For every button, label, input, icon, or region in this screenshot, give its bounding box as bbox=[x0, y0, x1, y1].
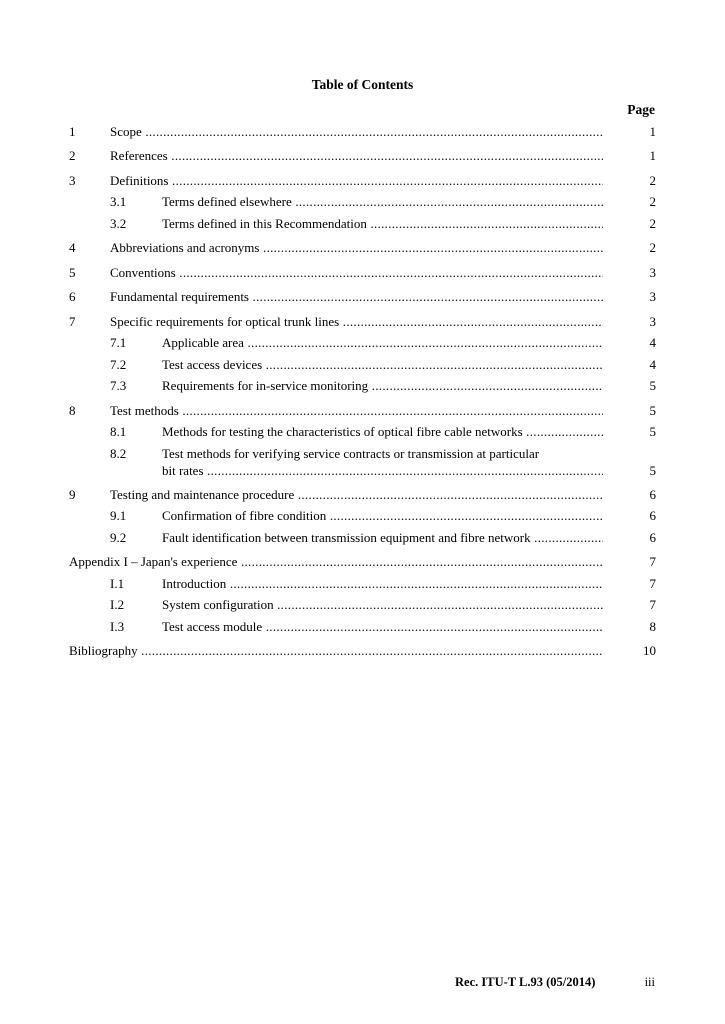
toc-entry[interactable] bbox=[69, 446, 656, 484]
toc-entry-page: 2 bbox=[649, 194, 656, 210]
toc-entry[interactable] bbox=[69, 148, 656, 170]
page-column-header: Page bbox=[627, 102, 655, 117]
toc-entry[interactable] bbox=[69, 403, 656, 425]
toc-entry-title: Specific requirements for optical trunk lines ..... bbox=[110, 314, 603, 330]
toc-entry[interactable] bbox=[69, 378, 656, 400]
toc-entry-title: Test access devices ..... bbox=[162, 357, 603, 373]
toc-entry-title: System configuration ..... bbox=[162, 597, 603, 613]
toc-entry-number: 4 bbox=[69, 240, 76, 256]
toc-entry-title: Scope ..... bbox=[110, 124, 603, 140]
toc-entry[interactable] bbox=[69, 508, 656, 530]
toc-entry[interactable] bbox=[69, 643, 656, 665]
toc-entry-title: Appendix I – Japan's experience ..... bbox=[69, 554, 603, 570]
toc-entry-title: Requirements for in-service monitoring ..... bbox=[162, 378, 603, 394]
toc-entry-title: Abbreviations and acronyms ..... bbox=[110, 240, 603, 256]
toc-entry-number: 7.3 bbox=[110, 378, 127, 394]
toc-entry-number: 3.1 bbox=[110, 194, 127, 210]
toc-entry-page: 10 bbox=[643, 643, 656, 659]
toc-entry-number: 1 bbox=[69, 124, 76, 139]
toc-entry[interactable] bbox=[69, 240, 656, 262]
toc-entry-title: Methods for testing the characteristics of optical fibre cable networks ..... bbox=[162, 424, 603, 440]
toc-entry-number: 7.1 bbox=[110, 335, 127, 351]
toc-entry-page: 2 bbox=[649, 172, 656, 188]
toc-entry-page: 5 bbox=[649, 424, 656, 440]
toc-entry-title-continued: bit rates ..... bbox=[162, 463, 603, 479]
toc-entry[interactable] bbox=[69, 289, 656, 311]
toc-entry-page: 7 bbox=[649, 597, 656, 613]
toc-entry[interactable] bbox=[69, 357, 656, 379]
toc-entry-title: Terms defined in this Recommendation ..... bbox=[162, 216, 603, 232]
toc-entry-page: 2 bbox=[649, 215, 656, 231]
toc-entry-title: Test methods ..... bbox=[110, 403, 603, 419]
toc-entry[interactable] bbox=[69, 335, 656, 357]
toc-entry-number: I.1 bbox=[110, 575, 125, 591]
toc-entry[interactable] bbox=[69, 124, 656, 146]
toc-entry-number: 9 bbox=[69, 486, 76, 502]
toc-entry-number: 7 bbox=[69, 313, 76, 329]
toc-entry[interactable] bbox=[69, 597, 656, 619]
table-of-contents bbox=[69, 124, 656, 665]
toc-entry-number: 7.2 bbox=[110, 356, 127, 372]
toc-entry-number: 8.2 bbox=[110, 445, 127, 461]
toc-entry[interactable] bbox=[69, 216, 656, 238]
toc-entry-page: 5 bbox=[649, 402, 656, 418]
page-folio: iii bbox=[644, 975, 655, 989]
toc-entry[interactable] bbox=[69, 265, 656, 287]
toc-entry-number: 6 bbox=[69, 289, 76, 305]
toc-entry-page: 6 bbox=[649, 486, 656, 502]
toc-entry-title: Terms defined elsewhere ..... bbox=[162, 194, 603, 210]
toc-entry[interactable] bbox=[69, 576, 656, 598]
toc-entry-number: I.2 bbox=[110, 597, 125, 613]
toc-entry[interactable] bbox=[69, 530, 656, 552]
toc-entry-title: Testing and maintenance procedure ..... bbox=[110, 487, 603, 503]
toc-entry-page: 1 bbox=[649, 148, 656, 164]
toc-entry-page: 3 bbox=[649, 313, 656, 329]
toc-entry-page: 6 bbox=[649, 529, 656, 545]
toc-entry[interactable] bbox=[69, 619, 656, 641]
toc-entry-page: 1 bbox=[649, 124, 656, 139]
toc-entry-number: 3 bbox=[69, 172, 76, 188]
toc-entry-page: 4 bbox=[649, 335, 656, 351]
toc-entry-number: 9.2 bbox=[110, 529, 127, 545]
toc-entry-page: 6 bbox=[649, 508, 656, 524]
toc-entry-page: 5 bbox=[649, 462, 656, 478]
toc-entry-page: 4 bbox=[649, 356, 656, 372]
toc-entry-title: Bibliography ..... bbox=[69, 643, 603, 659]
toc-entry-title: Fundamental requirements ..... bbox=[110, 289, 603, 305]
toc-entry-title: Test methods for verifying service contracts or transmission at particular bbox=[162, 445, 540, 461]
footer-recommendation: Rec. ITU-T L.93 (05/2014) bbox=[455, 975, 596, 989]
toc-entry-title: Fault identification between transmission equipment and fibre network ..... bbox=[162, 530, 603, 546]
toc-entry-number: I.3 bbox=[110, 619, 125, 635]
toc-entry[interactable] bbox=[69, 487, 656, 509]
toc-entry-number: 5 bbox=[69, 264, 76, 280]
toc-entry-number: 8 bbox=[69, 402, 76, 418]
toc-entry[interactable] bbox=[69, 424, 656, 446]
toc-entry[interactable] bbox=[69, 314, 656, 336]
toc-entry-title: Conventions ..... bbox=[110, 265, 603, 281]
toc-entry-page: 3 bbox=[649, 289, 656, 305]
toc-entry-title: Applicable area ..... bbox=[162, 335, 603, 351]
toc-entry-number: 2 bbox=[69, 148, 76, 164]
toc-entry[interactable] bbox=[69, 554, 656, 576]
toc-entry-title: Introduction ..... bbox=[162, 576, 603, 592]
toc-entry-title: Test access module ..... bbox=[162, 619, 603, 635]
toc-entry-page: 5 bbox=[649, 378, 656, 394]
toc-entry-page: 3 bbox=[649, 264, 656, 280]
toc-entry-page: 7 bbox=[649, 554, 656, 570]
toc-entry-number: 8.1 bbox=[110, 424, 127, 440]
toc-entry-title: Confirmation of fibre condition ..... bbox=[162, 508, 603, 524]
toc-entry-page: 2 bbox=[649, 240, 656, 256]
toc-entry-page: 8 bbox=[649, 619, 656, 635]
toc-entry-page: 7 bbox=[649, 575, 656, 591]
toc-entry-title: References ..... bbox=[110, 148, 603, 164]
toc-entry[interactable] bbox=[69, 194, 656, 216]
toc-entry-number: 3.2 bbox=[110, 215, 127, 231]
toc-entry-number: 9.1 bbox=[110, 508, 127, 524]
toc-entry-title: Definitions ..... bbox=[110, 173, 603, 189]
toc-title: Table of Contents bbox=[311, 77, 414, 92]
toc-entry[interactable] bbox=[69, 173, 656, 195]
